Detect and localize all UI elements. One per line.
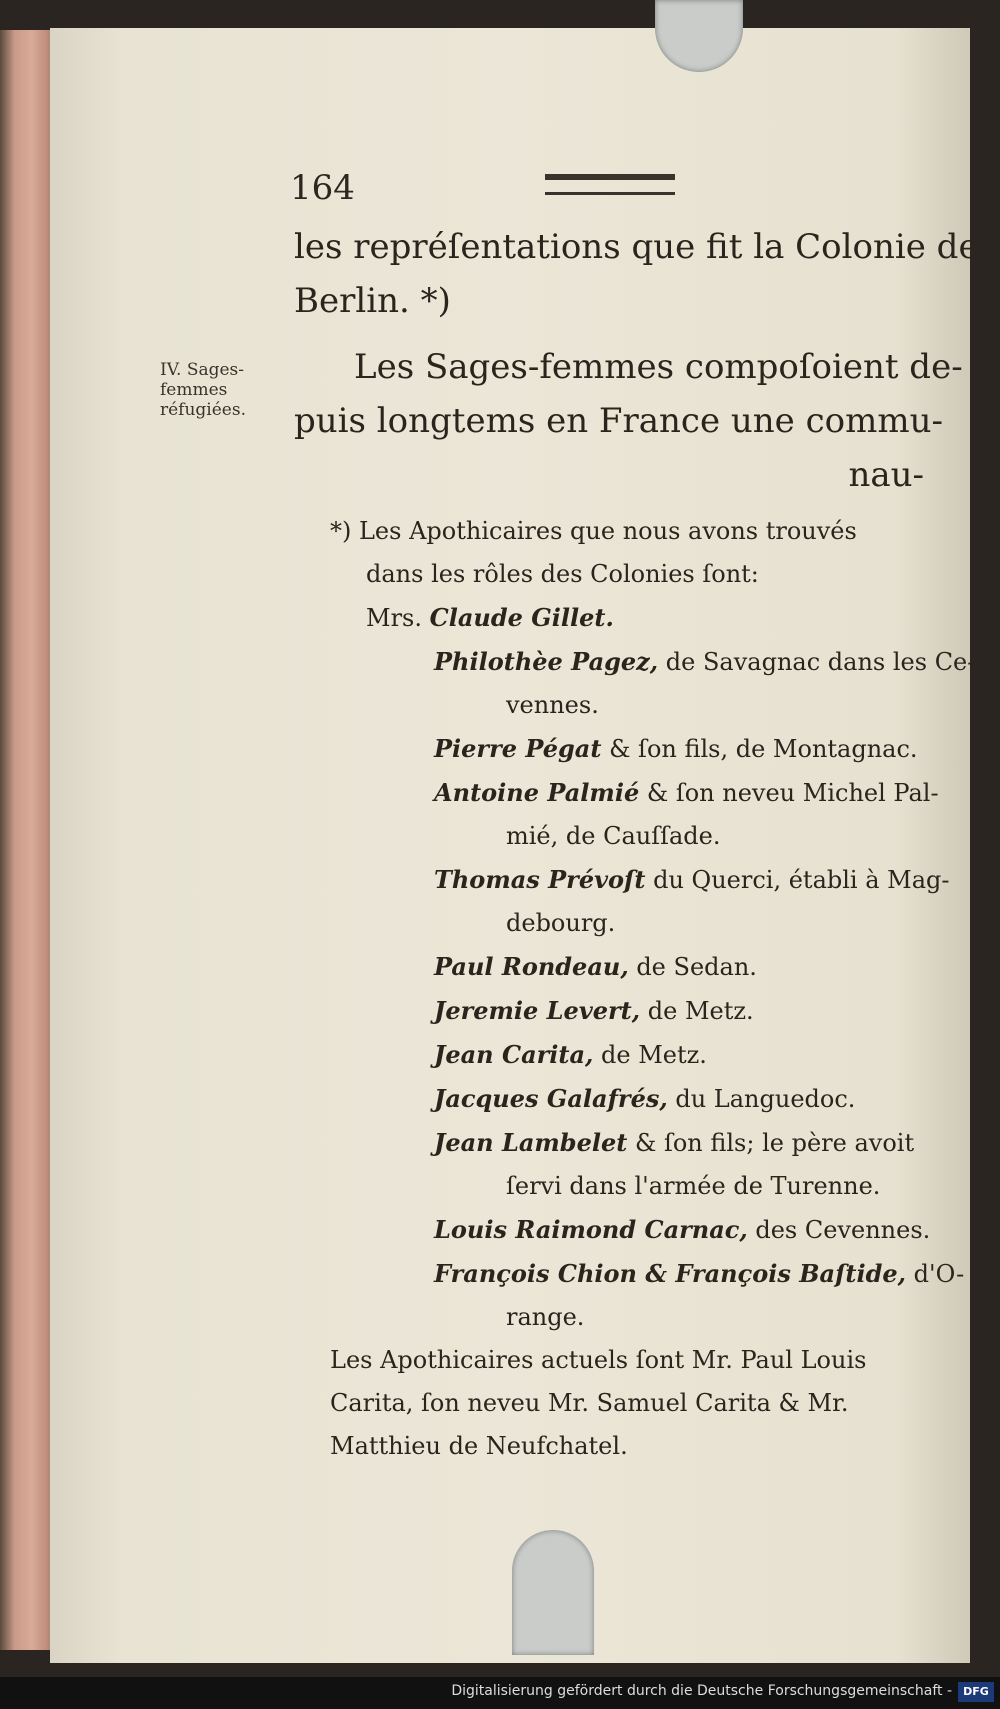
entry-rest: d'O- (906, 1260, 965, 1288)
entry-name: Pierre Pégat (434, 734, 602, 763)
footnote-intro-2: dans les rôles des Colonies ſont: (366, 560, 759, 588)
footnote-entry (330, 1208, 930, 1252)
footnote-entry-cont: range. (506, 1303, 585, 1331)
footer-text: Digitalisierung gefördert durch die Deutsche Forschungsgemeinschaft - (451, 1683, 952, 1699)
footnote-intro-1: *) Les Apothicaires que nous avons trouvés (330, 517, 857, 545)
footnote-entry (330, 989, 930, 1033)
main-line-4: puis longtems en France une commu- (294, 401, 943, 441)
entry-name: Thomas Prévoſt (434, 865, 646, 894)
main-text (294, 220, 979, 328)
entry-name: Jean Carita, (434, 1040, 594, 1069)
footnote-entry (330, 1033, 930, 1077)
entry-rest: de Metz. (640, 997, 754, 1025)
footnote-entry (330, 945, 930, 989)
entry-rest: & ſon neveu Michel Pal- (639, 779, 939, 807)
page-number: 164 (290, 168, 355, 208)
closing-line-3: Matthieu de Neufchatel. (330, 1432, 628, 1460)
entry-prefix: Mrs. (366, 604, 430, 632)
margin-note-line-3: réfugiées. (160, 400, 246, 420)
entry-name: Paul Rondeau, (434, 952, 629, 981)
main-line-3: Les Sages-femmes compoſoient de- (354, 347, 963, 387)
entry-rest: du Languedoc. (667, 1085, 856, 1113)
header-rule (545, 174, 675, 195)
entry-rest: de Sedan. (628, 953, 757, 981)
footnote-entry (330, 640, 976, 684)
footnote (330, 510, 976, 1468)
entry-rest: des Cevennes. (747, 1216, 931, 1244)
main-line-5: nau- (848, 455, 924, 495)
entry-rest: de Metz. (593, 1041, 707, 1069)
entry-name: Antoine Palmié (434, 778, 640, 807)
entry-name: Claude Gillet. (429, 603, 614, 632)
footnote-entry (330, 771, 939, 815)
margin-note-line-2: femmes (160, 380, 228, 400)
footnote-entry-cont: ſervi dans l'armée de Turenne. (506, 1172, 881, 1200)
margin-note-line-1: IV. Sages- (160, 360, 245, 380)
main-line-2: Berlin. *) (294, 281, 451, 321)
footnote-entry (330, 1121, 930, 1165)
footnote-entry (330, 1252, 965, 1296)
entry-rest: & ſon fils; le père avoit (627, 1129, 915, 1157)
footer-bar (0, 1677, 1000, 1709)
footnote-entry (330, 858, 950, 902)
entry-name: Philothèe Pagez, (434, 647, 659, 676)
closing-line-1: Les Apothicaires actuels ſont Mr. Paul Louis (330, 1346, 867, 1374)
bottom-clip (512, 1530, 594, 1655)
footnote-entry-cont: vennes. (506, 691, 599, 719)
entry-name: Louis Raimond Carnac, (434, 1215, 748, 1244)
footnote-entry (330, 1077, 930, 1121)
entry-rest: du Querci, établi à Mag- (645, 866, 950, 894)
main-paragraph (294, 340, 963, 502)
entry-rest: de Savagnac dans les Ce- (658, 648, 976, 676)
footnote-entry-cont: mié, de Cauſſade. (506, 822, 721, 850)
entry-name: François Chion & François Baſtide, (434, 1259, 907, 1288)
footnote-entry-cont: debourg. (506, 909, 616, 937)
closing-line-2: Carita, ſon neveu Mr. Samuel Carita & Mr. (330, 1389, 849, 1417)
entry-name: Jacques Galafrés, (434, 1084, 668, 1113)
entry-rest: & ſon fils, de Montagnac. (601, 735, 918, 763)
footnote-entry (330, 596, 930, 640)
margin-note (160, 360, 246, 420)
footnote-entry (330, 727, 930, 771)
entry-name: Jeremie Levert, (434, 996, 641, 1025)
entry-name: Jean Lambelet (434, 1128, 628, 1157)
dfg-logo: DFG (958, 1682, 994, 1702)
main-line-1: les repréſentations que fit la Colonie de (294, 227, 979, 267)
